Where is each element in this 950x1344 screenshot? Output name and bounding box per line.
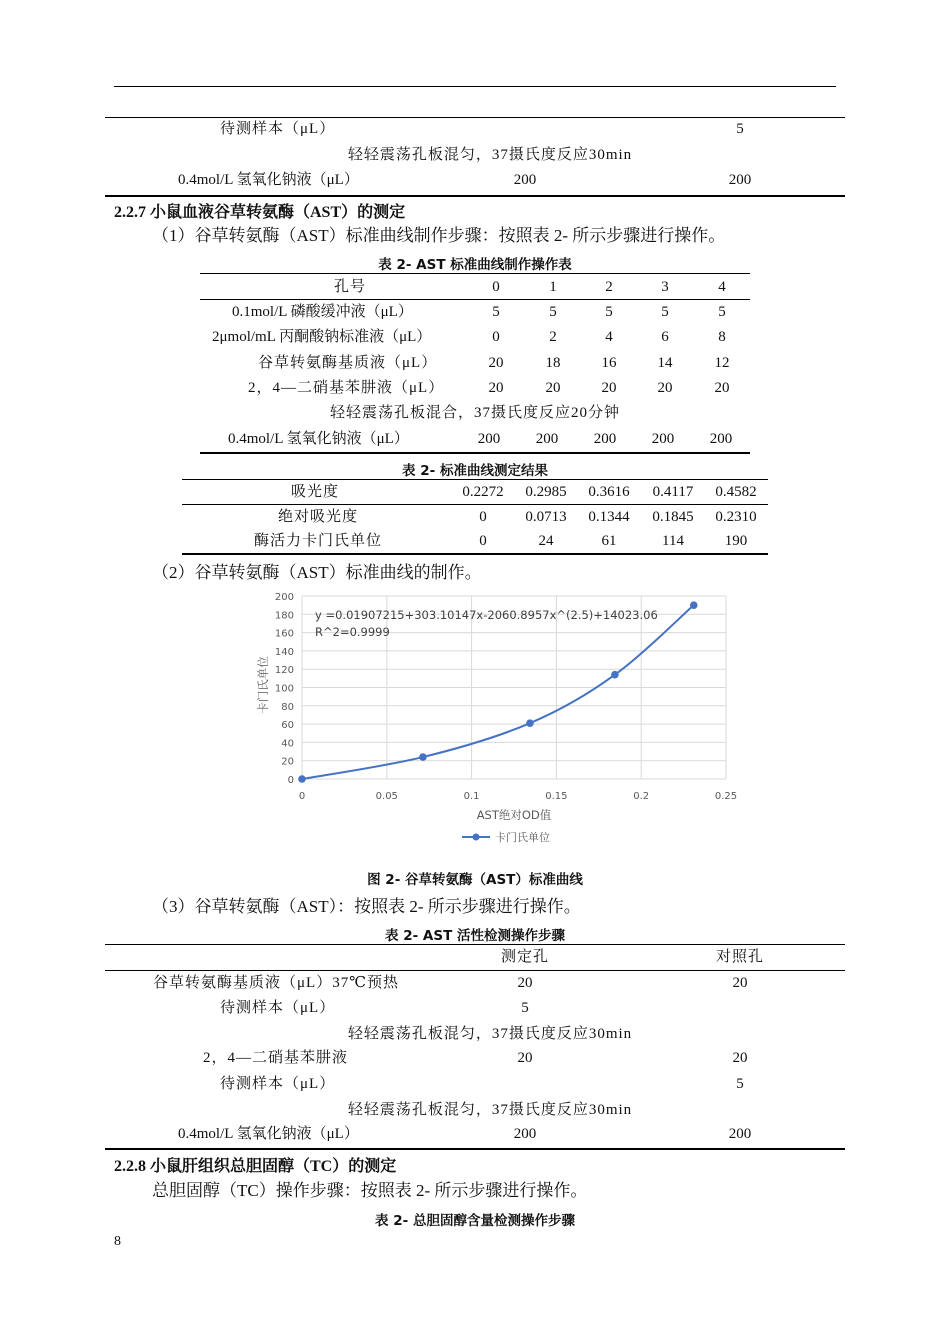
table-cell: 20 (517, 975, 533, 991)
page-header-rule (114, 86, 836, 87)
table-cell: 200 (477, 431, 501, 447)
table-cell: 200 (651, 431, 675, 447)
legend-marker (473, 834, 480, 841)
table-rule (200, 452, 750, 454)
table-cell-label: 吸光度 (290, 484, 339, 500)
figure-caption: 图 2- 谷草转氨酶（AST）标准曲线 (367, 872, 583, 888)
table-cell: 4 (605, 329, 613, 345)
table-merged-row: 轻轻震荡孔板混匀，37摄氏度反应30min (347, 1026, 633, 1042)
table-cell-label: 待测样本（μL） (220, 121, 336, 137)
table-cell-label: 待测样本（μL） (220, 1076, 336, 1092)
table-cell: 20 (601, 380, 617, 396)
chart-y-label: 卡门氏单位 (256, 656, 270, 714)
table-header-cell: 3 (661, 279, 669, 295)
table-cell: 0 (479, 533, 487, 549)
table-cell: 0 (479, 509, 487, 525)
table-cell: 200 (513, 1126, 537, 1142)
table-merged-row: 轻轻震荡孔板混合，37摄氏度反应20分钟 (329, 405, 620, 421)
chart-data-point (526, 719, 534, 727)
table-cell-label: 0.4mol/L 氢氧化钠液（μL） (178, 172, 359, 188)
table-cell: 200 (593, 431, 617, 447)
table-merged-row: 轻轻震荡孔板混匀，37摄氏度反应30min (347, 147, 633, 163)
page-number: 8 (114, 1234, 121, 1249)
chart-equation: y =0.01907215+303.10147x-2060.8957x^(2.5)+14023.06 (315, 608, 658, 622)
chart-x-tick-label: 0 (298, 791, 306, 802)
chart-x-tick-label: 0.1 (463, 791, 480, 802)
chart-y-tick-label: 100 (274, 683, 294, 695)
table-cell-label: 绝对吸光度 (277, 509, 358, 525)
chart-y-tick-label: 20 (281, 756, 294, 768)
table-cell: 200 (513, 172, 537, 188)
table-header-cell: 4 (718, 279, 726, 295)
table-cell: 8 (718, 329, 726, 345)
table-cell-label: 0.1mol/L 磷酸缓冲液（μL） (232, 304, 413, 320)
table-cell: 0 (492, 329, 500, 345)
table-cell: 6 (661, 329, 669, 345)
chart-y-tick-label: 0 (287, 775, 294, 786)
table-rule (200, 299, 750, 300)
table-header-cell: 0 (492, 279, 500, 295)
table-cell-label: 谷草转氨酶基质液（μL） (258, 355, 438, 371)
table-cell: 5 (736, 121, 744, 137)
chart-x-tick-label: 0.05 (375, 791, 398, 802)
table-rule (105, 970, 845, 971)
table-cell: 190 (724, 533, 748, 549)
chart-data-point (419, 753, 427, 761)
chart-legend (462, 830, 550, 844)
table-cell-label: 酶活力卡门氏单位 (253, 533, 382, 549)
table-cell: 0.2272 (462, 484, 504, 500)
chart-data-point (611, 671, 619, 679)
chart-y-tick-label: 180 (274, 610, 294, 622)
table-header-cell: 孔号 (333, 279, 366, 295)
top-table-rule-top (105, 117, 845, 118)
table-header-cell: 1 (549, 279, 557, 295)
table-cell-label: 0.4mol/L 氢氧化钠液（μL） (228, 431, 409, 447)
paragraph: （2）谷草转氨酶（AST）标准曲线的制作。 (152, 563, 482, 582)
table-caption: 表 2- AST 活性检测操作步骤 (385, 928, 565, 944)
table-caption: 表 2- 标准曲线测定结果 (402, 463, 548, 479)
table-cell: 5 (549, 304, 557, 320)
chart-x-tick-label: 0.2 (633, 791, 650, 802)
table-cell: 20 (488, 355, 504, 371)
table-cell: 5 (736, 1076, 744, 1092)
table-cell: 5 (521, 1000, 529, 1016)
chart-y-tick-label: 120 (274, 665, 294, 677)
table-header-cell: 测定孔 (500, 949, 549, 965)
table-cell: 24 (538, 533, 554, 549)
table-rule (182, 553, 768, 555)
table-cell: 5 (718, 304, 726, 320)
table-cell: 0.1845 (652, 509, 694, 525)
chart-y-tick-label: 160 (274, 628, 294, 640)
table-caption: 表 2- AST 标准曲线制作操作表 (378, 257, 572, 273)
chart-data-point (298, 775, 306, 783)
table-cell: 20 (732, 975, 748, 991)
table-rule (182, 479, 768, 480)
section-heading-228: 2.2.8 小鼠肝组织总胆固醇（TC）的测定 (114, 1158, 397, 1175)
chart-data-point (690, 601, 698, 609)
table-cell: 20 (488, 380, 504, 396)
paragraph: （3）谷草转氨酶（AST）：按照表 2- 所示步骤进行操作。 (152, 897, 581, 916)
chart-x-tick-label: 0.25 (714, 791, 738, 802)
chart-y-tick-label: 80 (281, 701, 294, 713)
chart-r-squared: R^2=0.9999 (315, 625, 390, 639)
legend-label: 卡门氏单位 (495, 831, 550, 844)
paragraph: （1）谷草转氨酶（AST）标准曲线制作步骤：按照表 2- 所示步骤进行操作。 (152, 226, 726, 245)
table-cell: 20 (657, 380, 673, 396)
table-cell: 5 (605, 304, 613, 320)
table-header-cell: 对照孔 (715, 949, 764, 965)
table-cell: 0.2310 (715, 509, 757, 525)
table-cell: 114 (662, 533, 684, 549)
table-cell: 0.4117 (652, 484, 694, 500)
chart-y-tick-label: 200 (274, 592, 294, 603)
chart-y-tick-label: 40 (281, 738, 294, 750)
table-cell: 0.3616 (588, 484, 630, 500)
table-header-cell: 2 (605, 279, 613, 295)
table-cell: 16 (601, 355, 617, 371)
table-rule (105, 1148, 845, 1150)
table-cell: 5 (492, 304, 500, 320)
table-cell-label: 2μmol/mL 丙酮酸钠标准液（μL） (212, 329, 432, 345)
chart-y-tick-label: 140 (274, 646, 294, 658)
chart-y-tick-label: 60 (281, 720, 294, 732)
table-cell: 5 (661, 304, 669, 320)
table-cell: 12 (714, 355, 730, 371)
table-cell-label: 2，4—二硝基苯肼液 (203, 1050, 349, 1066)
table-cell: 0.0713 (525, 509, 567, 525)
table-cell: 200 (709, 431, 733, 447)
table-rule (200, 273, 750, 274)
table-cell: 20 (545, 380, 561, 396)
table-cell-label: 待测样本（μL） (220, 1000, 336, 1016)
table-cell: 2 (549, 329, 557, 345)
standard-curve-chart (240, 585, 740, 855)
paragraph: 总胆固醇（TC）操作步骤：按照表 2- 所示步骤进行操作。 (152, 1181, 588, 1200)
chart-x-label: AST绝对OD值 (476, 808, 552, 822)
table-cell-label: 2，4—二硝基苯肼液（μL） (248, 380, 445, 396)
table-cell: 14 (657, 355, 673, 371)
table-rule (182, 504, 768, 505)
top-table-rule-bottom (105, 195, 845, 197)
table-cell: 61 (601, 533, 617, 549)
table-cell-label: 0.4mol/L 氢氧化钠液（μL） (178, 1126, 359, 1142)
table-cell: 20 (732, 1050, 748, 1066)
table-cell-label: 谷草转氨酶基质液（μL）37℃预热 (153, 975, 399, 991)
table-cell: 200 (728, 172, 752, 188)
table-cell: 200 (535, 431, 559, 447)
section-heading-227: 2.2.7 小鼠血液谷草转氨酶（AST）的测定 (114, 204, 406, 221)
table-cell: 20 (517, 1050, 533, 1066)
chart-x-tick-label: 0.15 (545, 791, 568, 802)
table-cell: 20 (714, 380, 730, 396)
table-rule (105, 944, 845, 945)
table-cell: 0.2985 (525, 484, 567, 500)
table-merged-row: 轻轻震荡孔板混匀，37摄氏度反应30min (347, 1102, 633, 1118)
table-caption: 表 2- 总胆固醇含量检测操作步骤 (375, 1213, 575, 1229)
table-cell: 0.4582 (715, 484, 757, 500)
table-cell: 18 (545, 355, 561, 371)
table-cell: 200 (728, 1126, 752, 1142)
table-cell: 0.1344 (588, 509, 630, 525)
